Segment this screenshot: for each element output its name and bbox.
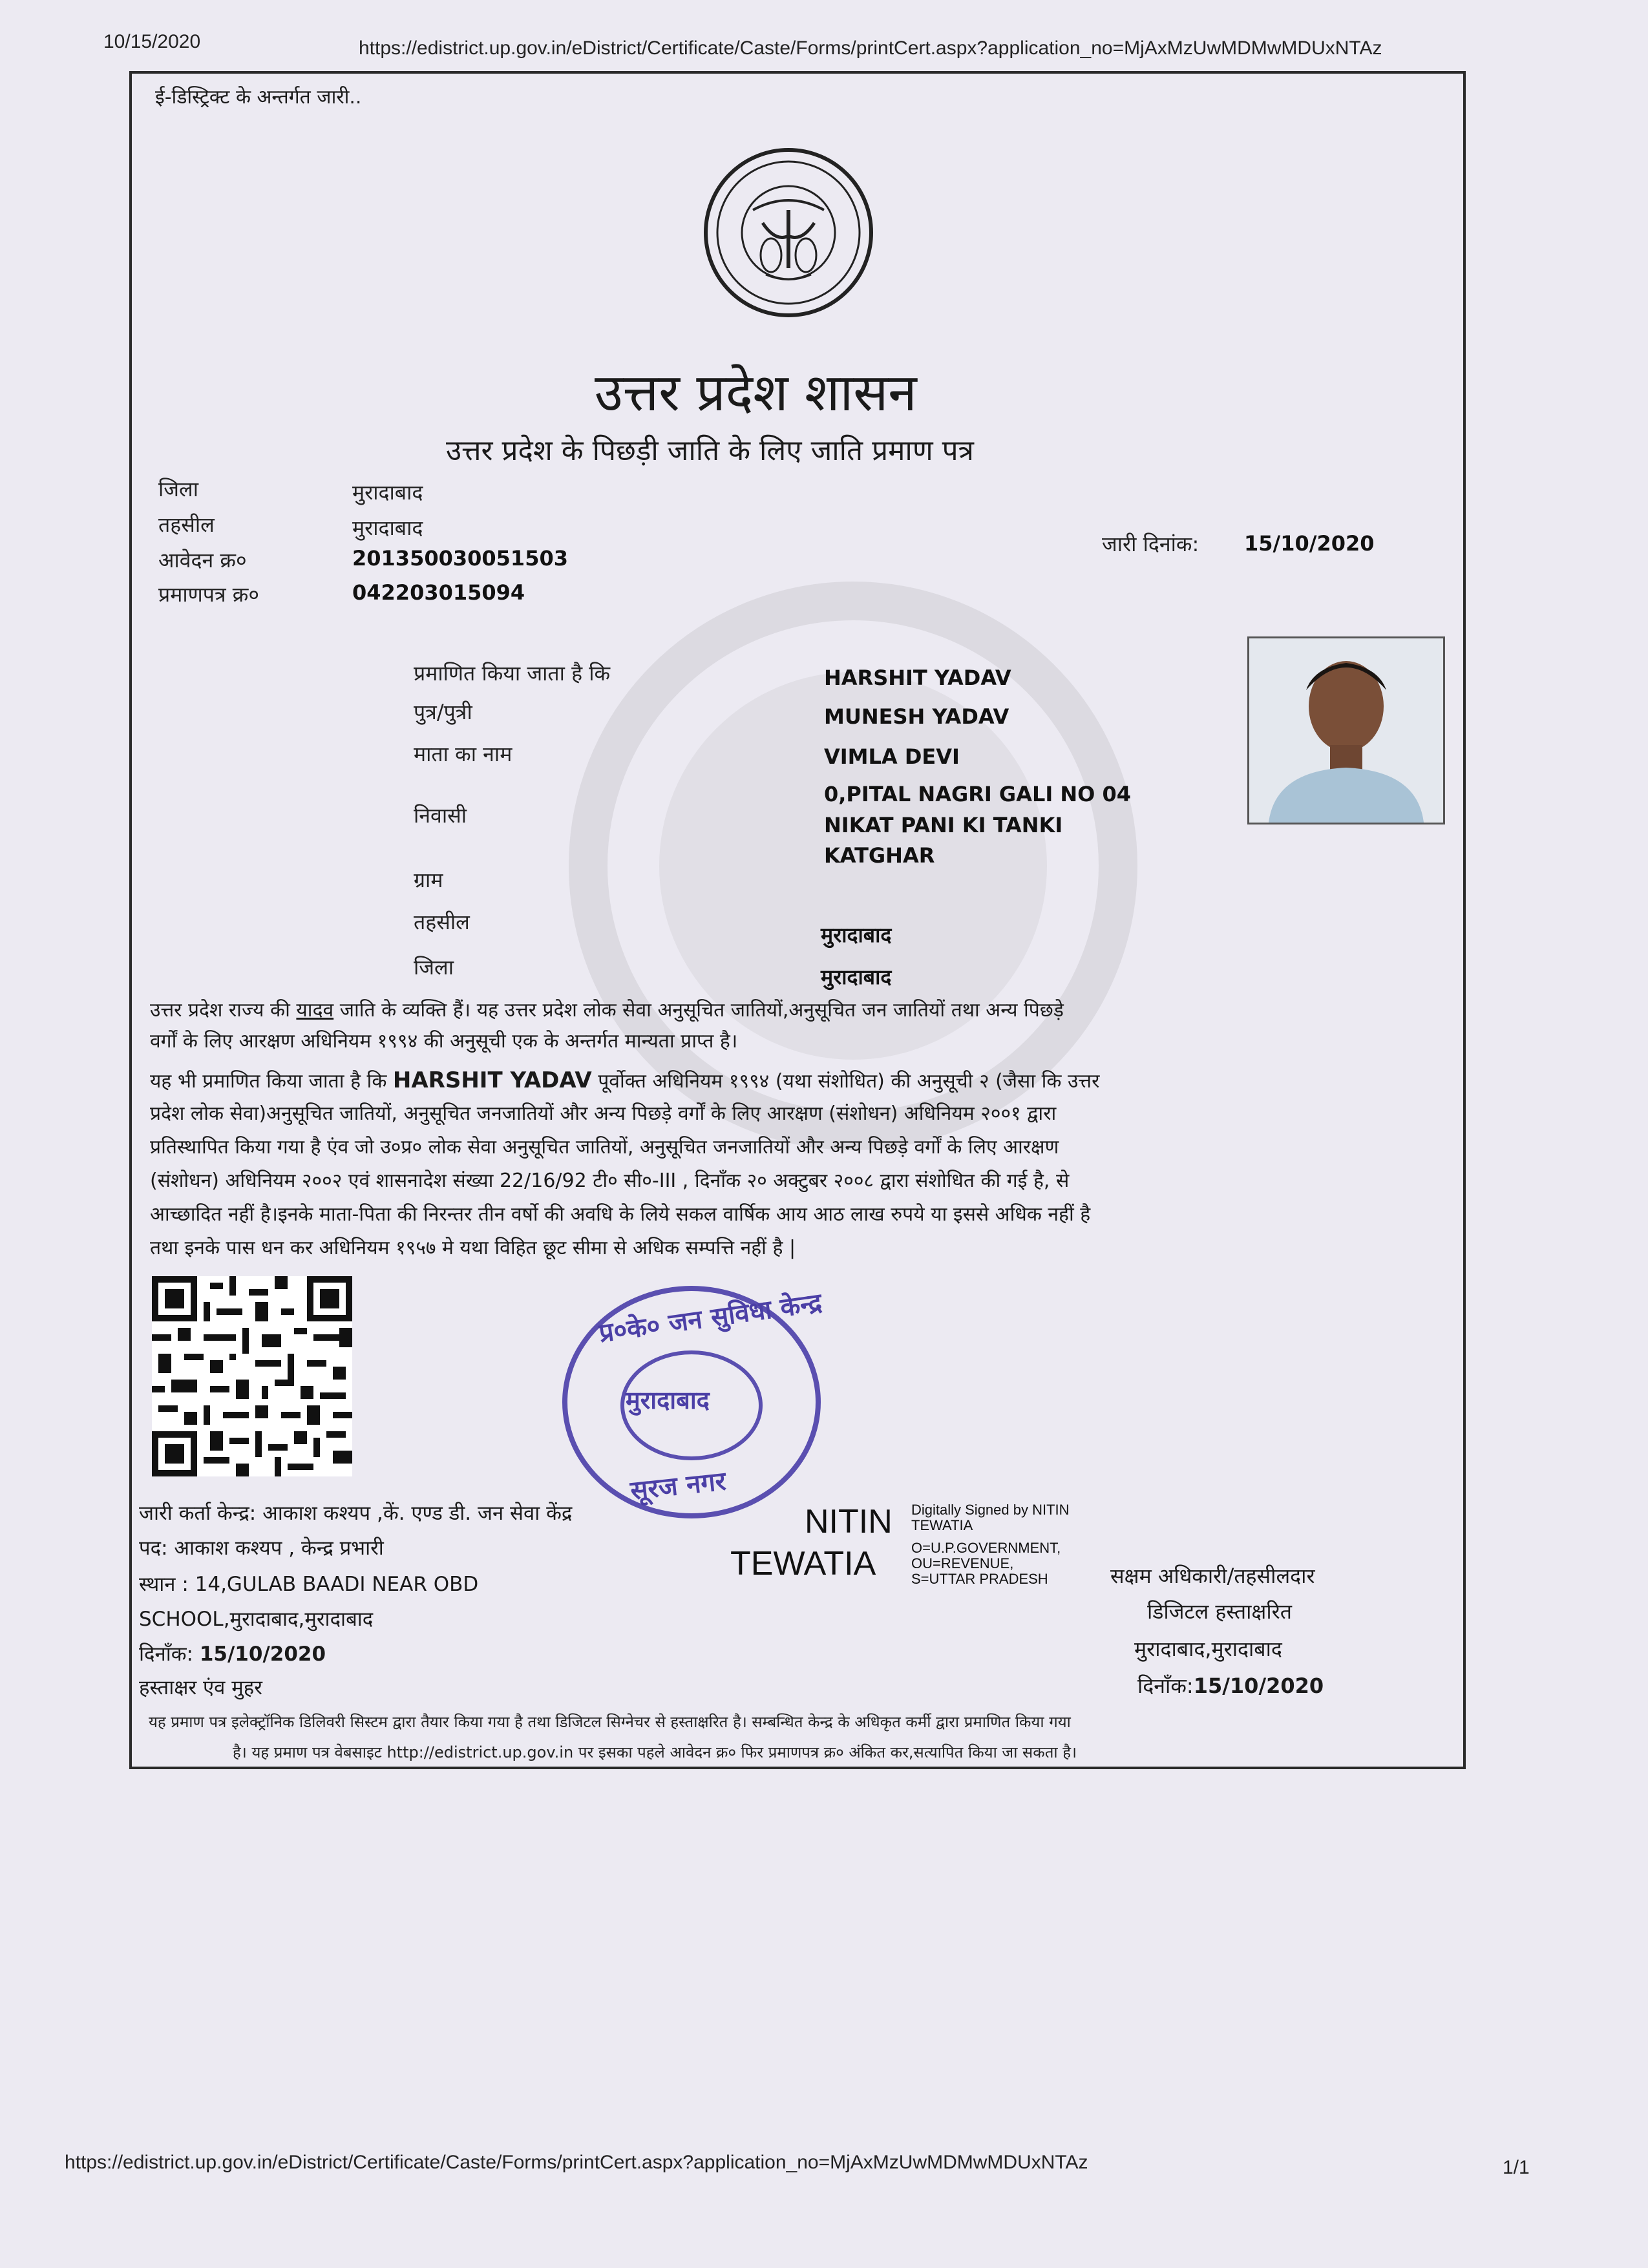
dsig-name-line1: NITIN (805, 1503, 893, 1540)
issuer-place-line2: SCHOOL,मुरादाबाद,मुरादाबाद (139, 1608, 374, 1631)
parent-name: MUNESH YADAV (824, 704, 1009, 729)
person-tehsil-value: मुरादाबाद (821, 923, 892, 947)
footer-note-line2: है। यह प्रमाण पत्र वेबसाइट http://edistrict.up.gov.in पर इसका पहले आवेदन क्र० फिर प्रमाणपत्र क्र० अंकित कर,सत्यापित किया जा सकता है। (233, 1743, 1077, 1761)
up-emblem-icon (701, 145, 876, 320)
certified-label: प्रमाणित किया जाता है कि (414, 661, 611, 686)
district-label: जिला (158, 477, 199, 501)
dsig-detail5: S=UTTAR PRADESH (911, 1571, 1048, 1587)
address-line1: 0,PITAL NAGRI GALI NO 04 (824, 782, 1132, 806)
para2-name: HARSHIT YADAV (392, 1067, 592, 1093)
print-url-top[interactable]: https://edistrict.up.gov.in/eDistrict/Certificate/Caste/Forms/printCert.aspx?application_no=MjAxMzUwMDMwMDUxNTAz (359, 37, 1382, 59)
paragraph-2-line-3: प्रतिस्थापित किया गया है एंव जो उ०प्र० लोक सेवा अनुसूचित जातियों, अनुसूचित जनजातियों और अन्य पिछड़े वर्गों के लिए आरक्षण (150, 1136, 1059, 1159)
para1-post: जाति के व्यक्ति हैं। यह उत्तर प्रदेश लोक सेवा अनुसूचित जातियों,अनुसूचित जन जातियों तथा अन्य पिछड़े (333, 999, 1064, 1022)
issuer-sign-label: हस्ताक्षर एंव मुहर (139, 1676, 262, 1699)
mother-label: माता का नाम (414, 742, 512, 766)
para2-pre: यह भी प्रमाणित किया जाता है कि (150, 1070, 393, 1093)
certificate-number: 042203015094 (352, 580, 525, 605)
parent-label: पुत्र/पुत्री (414, 700, 472, 724)
resident-label: निवासी (414, 803, 467, 828)
authority-date-value: 15/10/2020 (1193, 1674, 1324, 1698)
paragraph-2-line-4: (संशोधन) अधिनियम २००२ एवं शासनादेश संख्या 22/16/92 टी० सी०-III , दिनाँक २० अक्टुबर २००८ द्वारा संशोधित की गई है, से (150, 1170, 1070, 1192)
caste-name: यादव (296, 999, 334, 1022)
stamp-bottom-text: सूरज नगर (629, 1466, 728, 1506)
footer-note-line1: यह प्रमाण पत्र इलेक्ट्रॉनिक डिलिवरी सिस्टम द्वारा तैयार किया गया है तथा डिजिटल सिग्नेचर से हस्ताक्षरित है। सम्बन्धित केन्द्र के अधिकृत कर्मी द्वारा प्रमाणित किया गया (149, 1713, 1071, 1731)
dsig-detail2: TEWATIA (911, 1517, 973, 1533)
page-count: 1/1 (1503, 2157, 1530, 2178)
paragraph-2-line-1 (150, 1065, 1099, 1097)
paragraph-1-line-1 (150, 995, 1064, 1026)
print-url-bottom[interactable]: https://edistrict.up.gov.in/eDistrict/Certificate/Caste/Forms/printCert.aspx?application_no=MjAxMzUwMDMwMDUxNTAz (65, 2152, 1088, 2173)
issuer-date-label: दिनाँक: (139, 1643, 193, 1666)
paragraph-2-line-2: प्रदेश लोक सेवा)अनुसूचित जातियों, अनुसूचित जनजातियों और अन्य पिछड़े वर्गों के लिए आरक्षण (संशोधन) अधिनियम २००१ द्वारा (150, 1102, 1057, 1125)
paragraph-2-line-5: आच्छादित नहीं है।इनके माता-पिता की निरन्तर तीन वर्षो की अवधि के लिये सकल वार्षिक आय आठ लाख रुपये या इससे अधिक नहीं है (150, 1203, 1091, 1226)
application-number: 201350030051503 (352, 546, 568, 571)
issuer-date (139, 1639, 326, 1670)
certificate-subtitle: उत्तर प्रदेश के पिछड़ी जाति के लिए जाति प्रमाण पत्र (446, 434, 974, 467)
para2-post: पूर्वोक्त अधिनियम १९९४ (यथा संशोधित) की अनुसूची २ (जैसा कि उत्तर (591, 1070, 1100, 1093)
para1-pre: उत्तर प्रदेश राज्य की (150, 999, 297, 1022)
print-date: 10/15/2020 (103, 31, 201, 52)
qr-code (152, 1276, 352, 1476)
dsig-name-line2: TEWATIA (730, 1545, 876, 1582)
stamp-top-text: प्र०के० जन सुविधा केन्द्र (597, 1288, 824, 1349)
issuer-place-line1: स्थान : 14,GULAB BAADI NEAR OBD (139, 1573, 479, 1596)
certificate-title: उत्तर प्रदेश शासन (595, 362, 917, 423)
issue-date-value: 15/10/2020 (1244, 531, 1375, 556)
dsig-detail1: Digitally Signed by NITIN (911, 1502, 1070, 1518)
issued-under-text: ई-डिस्ट्रिक्ट के अन्तर्गत जारी.. (155, 86, 362, 109)
paragraph-1-line-2: वर्गों के लिए आरक्षण अधिनियम १९९४ की अनुसूची एक के अन्तर्गत मान्यता प्राप्त है। (150, 1030, 738, 1053)
village-label: ग्राम (414, 868, 443, 892)
issuer-centre: जारी कर्ता केन्द्र: आकाश कश्यप ,कें. एण्ड डी. जन सेवा केंद्र (139, 1502, 573, 1525)
person-district-label: जिला (414, 955, 454, 980)
certificate-no-label: प्रमाणपत्र क्र० (158, 582, 259, 607)
issuer-post: पद: आकाश कश्यप , केन्द्र प्रभारी (139, 1537, 384, 1560)
mother-name: VIMLA DEVI (824, 744, 960, 769)
tehsil-value: मुरादाबाद (352, 516, 423, 540)
tehsil-label: तहसील (158, 512, 215, 537)
dsig-detail4: OU=REVENUE, (911, 1555, 1014, 1571)
authority-line1: सक्षम अधिकारी/तहसीलदार (1110, 1564, 1315, 1588)
photo (1247, 636, 1445, 824)
paragraph-2-line-6: तथा इनके पास धन कर अधिनियम १९५७ मे यथा विहित छूट सीमा से अधिक सम्पत्ति नहीं है | (150, 1237, 796, 1259)
authority-date (1137, 1670, 1324, 1701)
address-line2: NIKAT PANI KI TANKI (824, 813, 1063, 837)
district-value: मुरादाबाद (352, 480, 423, 505)
authority-line2: डिजिटल हस्ताक्षरित (1147, 1599, 1292, 1624)
authority-line3: मुरादाबाद,मुरादाबाद (1134, 1637, 1282, 1661)
person-name: HARSHIT YADAV (824, 666, 1011, 690)
address-line3: KATGHAR (824, 843, 935, 868)
issue-date-label: जारी दिनांक: (1102, 532, 1199, 556)
authority-date-label: दिनाँक: (1137, 1674, 1194, 1698)
person-district-value: मुरादाबाद (821, 965, 892, 989)
person-tehsil-label: तहसील (414, 910, 470, 934)
stamp-center-text: मुरादाबाद (626, 1386, 710, 1414)
application-label: आवेदन क्र० (158, 548, 247, 572)
dsig-detail3: O=U.P.GOVERNMENT, (911, 1540, 1061, 1556)
issuer-date-value: 15/10/2020 (199, 1643, 326, 1666)
